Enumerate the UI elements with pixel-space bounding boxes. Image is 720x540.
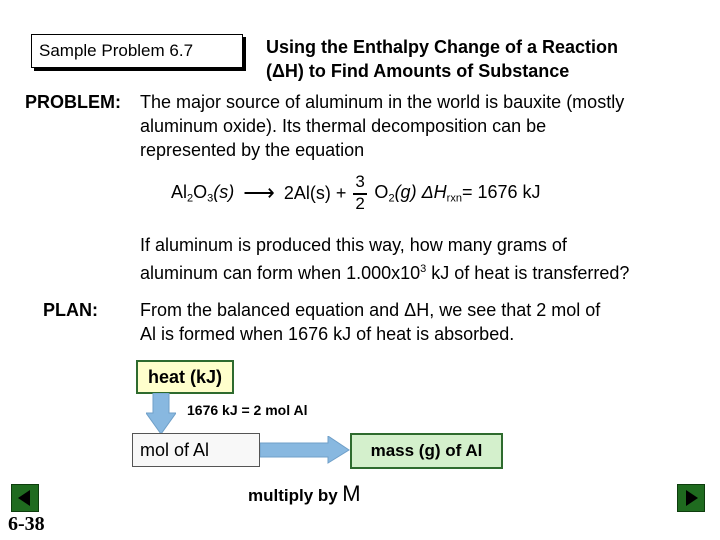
molar-mass-symbol: M — [342, 481, 361, 506]
title-line-2: (ΔH) to Find Amounts of Substance — [266, 61, 570, 81]
eq-product-o2: $O_2(g)$ — [374, 181, 417, 205]
mass-box — [350, 433, 503, 469]
problem-line-1: The major source of aluminum in the world is bauxite (mostly — [140, 92, 625, 112]
slide-number: 6-38 — [8, 513, 45, 535]
problem-label: PROBLEM: — [25, 92, 121, 112]
fraction-three-halves — [353, 174, 367, 212]
conversion-factor: 1676 kJ = 2 mol Al — [187, 402, 308, 418]
prev-slide-button[interactable] — [11, 484, 39, 512]
multiply-label: multiply by — [248, 486, 338, 505]
chemical-equation — [171, 174, 541, 214]
title-line-1: Using the Enthalpy Change of a Reaction — [266, 37, 619, 57]
right-arrow-icon — [678, 485, 704, 511]
left-arrow-icon — [12, 485, 38, 511]
multiply-note — [248, 481, 361, 507]
reaction-arrow: ⟶ — [243, 180, 275, 205]
eq-delta-h: $\Delta H_{rxn}= 1676$ kJ — [421, 181, 541, 205]
sample-problem-label: Sample Problem 6.7 — [39, 41, 194, 60]
down-arrow-icon — [146, 393, 176, 435]
problem-line-2: aluminum oxide). Its thermal decomposition can be — [140, 116, 547, 136]
problem-text — [140, 90, 624, 162]
sample-problem-box — [31, 34, 243, 68]
heat-box-label: heat (kJ) — [147, 366, 223, 387]
plan-line-1: From the balanced equation and ΔH, we see that 2 mol of — [140, 300, 601, 320]
eq-reactant: $Al_2O_3(s)$ — [171, 181, 235, 205]
question-line-1: If aluminum is produced this way, how many grams of — [140, 235, 567, 255]
question-line-2: aluminum can form when $1.000x10^3$ kJ of heat is transferred? — [140, 263, 630, 283]
heat-box — [136, 360, 234, 394]
next-slide-button[interactable] — [677, 484, 705, 512]
fraction-denominator: 2 — [355, 194, 365, 213]
eq-product-al: 2Al(s) + — [283, 182, 347, 203]
question-text — [140, 233, 629, 285]
mass-box-label: mass (g) of Al — [370, 441, 483, 460]
problem-line-3: represented by the equation — [140, 140, 365, 160]
plan-text — [140, 298, 600, 346]
fraction-numerator: 3 — [355, 172, 365, 191]
mol-box-label: mol of Al — [140, 439, 210, 460]
plan-line-2: Al is formed when 1676 kJ of heat is absorbed. — [140, 324, 515, 344]
right-arrow-icon — [260, 436, 350, 464]
mol-box — [132, 433, 260, 467]
plan-label: PLAN: — [43, 300, 98, 320]
slide-title — [266, 35, 618, 83]
